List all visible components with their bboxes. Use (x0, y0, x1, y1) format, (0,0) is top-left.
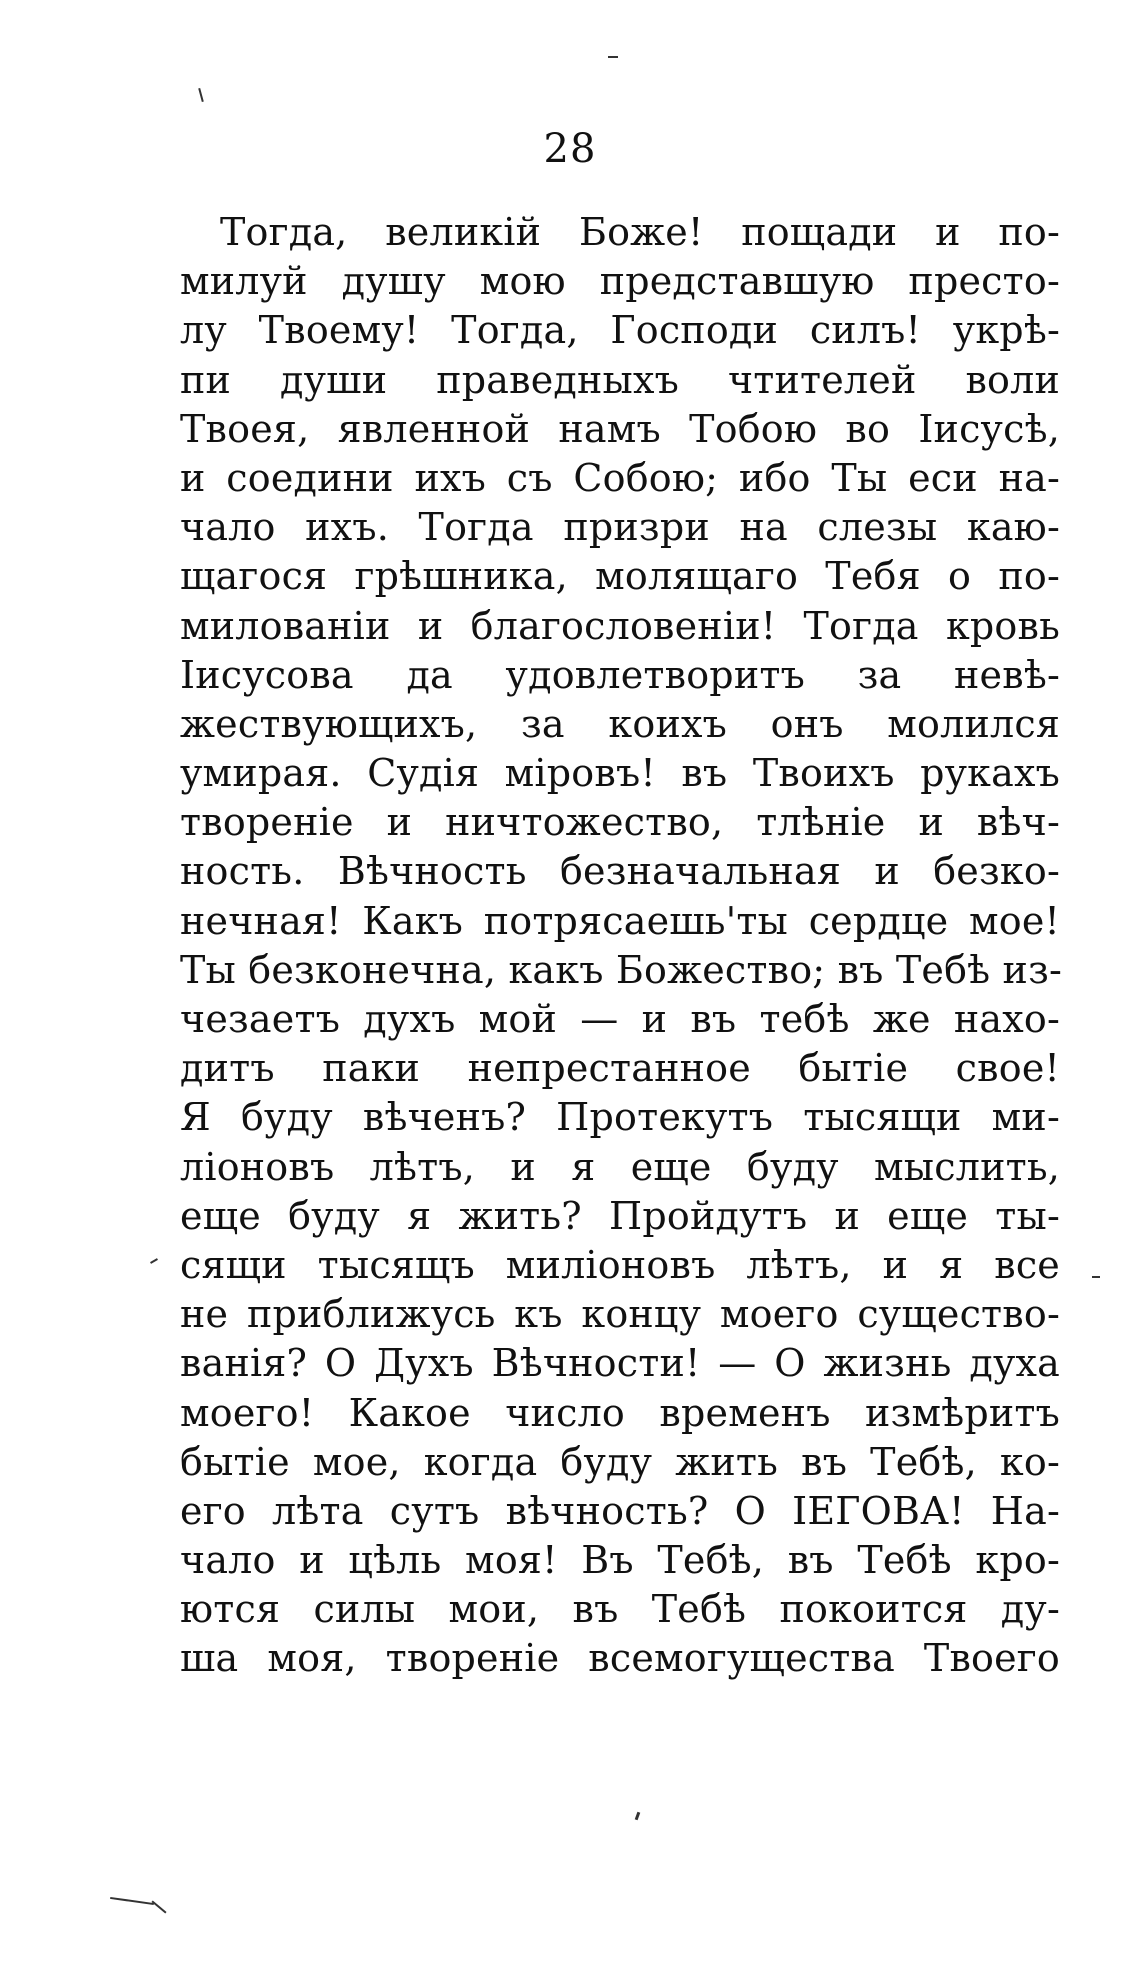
text-line: моего! Какое число временъ измѣритъ (180, 1390, 1060, 1435)
text-line: щагося грѣшника, молящаго Тебя о по- (180, 554, 1060, 599)
scan-mark (635, 1812, 641, 1821)
text-line: бытіе мое, когда буду жить въ Тебѣ, ко- (180, 1439, 1060, 1484)
text-line: дитъ паки непрестанное бытіе свое! (180, 1046, 1060, 1091)
text-line: Ты безконечна, какъ Божество; въ Тебѣ из- (180, 947, 1063, 992)
text-line: его лѣта сутъ вѣчность? О ІЕГОВА! На- (180, 1488, 1060, 1533)
text-line: ность. Вѣчность безначальная и безко- (180, 849, 1060, 894)
text-line: чало и цѣль моя! Въ Тебѣ, въ Тебѣ кро- (180, 1538, 1060, 1583)
text-line: еще буду я жить? Пройдутъ и еще ты- (180, 1193, 1060, 1238)
scan-mark (1092, 1276, 1100, 1278)
scan-mark (110, 1897, 154, 1905)
text-line: не приближусь къ концу моего существо- (180, 1292, 1060, 1337)
scan-mark (608, 56, 618, 58)
text-line: пи души праведныхъ чтителей воли (180, 357, 1060, 402)
text-line: ются силы мои, въ Тебѣ покоится ду- (180, 1587, 1060, 1632)
text-line: и соедини ихъ съ Собою; ибо Ты еси на- (180, 455, 1060, 500)
text-line: жествующихъ, за коихъ онъ молился (180, 701, 1060, 746)
text-line: сящи тысящъ миліоновъ лѣтъ, и я все (180, 1242, 1060, 1287)
scan-mark (198, 88, 204, 102)
text-line: твореніе и ничтожество, тлѣніе и вѣч- (180, 800, 1060, 845)
text-line: Тогда, великій Боже! пощади и по- (220, 210, 1060, 254)
text-line: Твоея, явленной намъ Тобою во Іисусѣ, (180, 406, 1060, 451)
text-line: ліоновъ лѣтъ, и я еще буду мыслить, (180, 1144, 1060, 1189)
text-line: нечная! Какъ потрясаешь'ты сердце мое! (180, 898, 1060, 943)
body-text (180, 208, 1063, 1684)
text-line: лу Твоему! Тогда, Господи силъ! укрѣ- (180, 308, 1060, 353)
text-line: умирая. Судія міровъ! въ Твоихъ рукахъ (180, 751, 1060, 796)
text-line: ванія? О Духъ Вѣчности! — О жизнь духа (180, 1341, 1060, 1386)
text-line: Я буду вѣченъ? Протекутъ тысящи ми- (180, 1095, 1060, 1140)
scan-mark (150, 1258, 158, 1264)
scan-mark (151, 1900, 166, 1913)
text-line: ша моя, твореніе всемогущества Твоего (180, 1636, 1060, 1681)
text-line: милуй душу мою представшую престо- (180, 259, 1060, 304)
text-line: чало ихъ. Тогда призри на слезы каю- (180, 505, 1060, 550)
text-line: Іисусова да удовлетворитъ за невѣ- (180, 652, 1060, 697)
page-number: 28 (543, 126, 597, 172)
text-line: чезаетъ духъ мой — и въ тебѣ же нахо- (180, 997, 1060, 1041)
text-line: милованіи и благословеніи! Тогда кровь (180, 603, 1060, 648)
